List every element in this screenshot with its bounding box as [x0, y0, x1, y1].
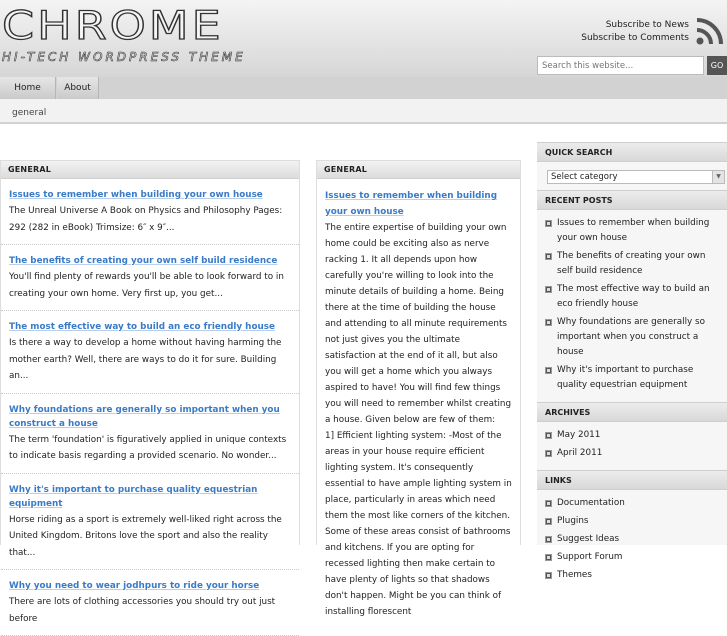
post-title-link[interactable]: The most effective way to build an eco friendly house [9, 322, 275, 332]
breadcrumb[interactable]: general [12, 108, 47, 118]
archive-label: April 2011 [557, 448, 603, 458]
post-title-link[interactable]: Issues to remember when building your own house [9, 190, 263, 200]
recent-post-label: Why it's important to purchase quality equestrian equipment [557, 365, 694, 390]
post-body-paragraph: 1] Efficient lighting system: -Most of the areas in your house require efficient lighting system. It's consequently essential to have ample lighting system in place, particularly in areas which need them the most like corners of the kitchen. Some of these areas consist of bathrooms and kitchens. If you are opting for recessed lighting then make certain to have plenty of lights so that shadows don't happen. Might be you can think of installing florescent [325, 431, 512, 617]
bullet-icon [545, 319, 552, 326]
recent-post-label: The most effective way to build an eco friendly house [557, 284, 710, 309]
sidebar [537, 142, 727, 580]
subscribe-news-link[interactable]: Subscribe to News [605, 20, 689, 30]
recent-post-link[interactable] [537, 249, 727, 279]
bullet-icon [545, 220, 552, 227]
category-select[interactable] [547, 170, 725, 184]
archive-label: May 2011 [557, 430, 601, 440]
posts-column-2 [316, 160, 521, 617]
post-item [1, 474, 299, 571]
link-label: Plugins [557, 516, 589, 526]
post-excerpt: Is there a way to develop a home without having harming the mother earth? Well, there are ways to do it for sure. Building an... [9, 338, 282, 381]
links-heading: LINKS [537, 470, 727, 490]
quick-search-widget [537, 162, 727, 190]
post-title-link[interactable]: Why foundations are generally so important when you construct a house [9, 404, 280, 429]
link-label: Suggest Ideas [557, 534, 620, 544]
post-item [1, 570, 299, 636]
link-label: Documentation [557, 498, 625, 508]
quick-search-heading: QUICK SEARCH [537, 142, 727, 162]
bullet-icon [545, 432, 552, 439]
posts-column-1 [0, 160, 300, 624]
search-input[interactable] [537, 56, 704, 75]
column-heading: GENERAL [317, 161, 520, 179]
chevron-down-icon[interactable]: ▼ [712, 171, 724, 183]
recent-post-link[interactable] [537, 282, 727, 312]
post-excerpt: You'll find plenty of rewards you'll be able to look forward to in creating your own home. Very first up, you get... [9, 272, 284, 299]
bullet-icon [545, 450, 552, 457]
subscribe-comments-link[interactable]: Subscribe to Comments [581, 33, 689, 43]
recent-post-label: Issues to remember when building your own house [557, 218, 710, 243]
subscribe-links [581, 19, 689, 45]
recent-posts-widget [537, 210, 727, 402]
post-item [1, 179, 299, 245]
post-title-link[interactable]: Issues to remember when building your own house [325, 191, 497, 217]
archive-link[interactable] [537, 428, 727, 443]
post-excerpt: Horse riding as a sport is extremely well-liked right across the United Kingdom. Britons love the sport and also the reality that... [9, 514, 282, 558]
archives-widget [537, 422, 727, 470]
post-item [1, 245, 299, 311]
post-excerpt: The term 'foundation' is figuratively applied in unique contexts to indicate basis regarding a provided scenario. No wonder... [9, 434, 287, 461]
bullet-icon [545, 536, 552, 543]
post-excerpt: The Unreal Universe A Book on Physics and Philosophy Pages: 292 (282 in eBook) Trimsize: 6″ x 9″... [9, 206, 283, 233]
post-excerpt: There are lots of clothing accessories you should try out just before [9, 597, 276, 624]
recent-post-label: Why foundations are generally so important when you construct a house [557, 317, 705, 357]
site-tagline: HI-TECH WORDPRESS THEME [2, 50, 246, 64]
nav-item-about[interactable]: About [57, 77, 99, 99]
post-body-paragraph: The entire expertise of building your own home could be exciting also as nerve racking 1. It all depends upon how carefully you're willing to look into the minute details of building a home. Being there at the time of building the house and attending to all minute requirements not just gives you the ultimate satisfaction at the end of it all, but also you will get a home which you always aspired to have! You will find few things you will need to remember whilst creating a house. Given below are few of them: [325, 223, 512, 425]
bullet-icon [545, 253, 552, 260]
sidebar-link[interactable] [537, 532, 727, 547]
main-nav [0, 77, 727, 99]
bullet-icon [545, 367, 552, 374]
post-title-link[interactable]: Why it's important to purchase quality equestrian equipment [9, 484, 258, 509]
archives-heading: ARCHIVES [537, 402, 727, 422]
post-title-link[interactable]: Why you need to wear jodhpurs to ride your horse [9, 581, 260, 591]
bullet-icon [545, 518, 552, 525]
category-select-value: Select category [551, 172, 618, 182]
bullet-icon [545, 572, 552, 579]
post-item [1, 394, 299, 474]
links-widget [537, 490, 727, 592]
link-label: Support Forum [557, 552, 623, 562]
archive-link[interactable] [537, 446, 727, 461]
recent-post-link[interactable] [537, 315, 727, 360]
featured-post [317, 179, 520, 620]
recent-post-link[interactable] [537, 363, 727, 393]
sidebar-link[interactable] [537, 514, 727, 529]
post-item [1, 311, 299, 394]
site-logo[interactable]: CHROME [2, 2, 224, 49]
column-heading: GENERAL [1, 161, 299, 179]
bullet-icon [545, 554, 552, 561]
recent-post-label: The benefits of creating your own self build residence [557, 251, 706, 276]
bullet-icon [545, 500, 552, 507]
bullet-icon [545, 286, 552, 293]
post-title-link[interactable]: The benefits of creating your own self build residence [9, 256, 278, 266]
rss-icon[interactable] [695, 16, 725, 46]
link-label: Themes [557, 570, 592, 580]
sidebar-link[interactable] [537, 550, 727, 565]
recent-posts-heading: RECENT POSTS [537, 190, 727, 210]
sidebar-link[interactable] [537, 496, 727, 511]
breadcrumb-bar [0, 99, 727, 124]
recent-post-link[interactable] [537, 216, 727, 246]
site-header [0, 0, 727, 77]
nav-item-home[interactable]: Home [0, 77, 56, 99]
search-go-button[interactable]: GO [707, 56, 727, 75]
sidebar-link[interactable] [537, 568, 727, 583]
